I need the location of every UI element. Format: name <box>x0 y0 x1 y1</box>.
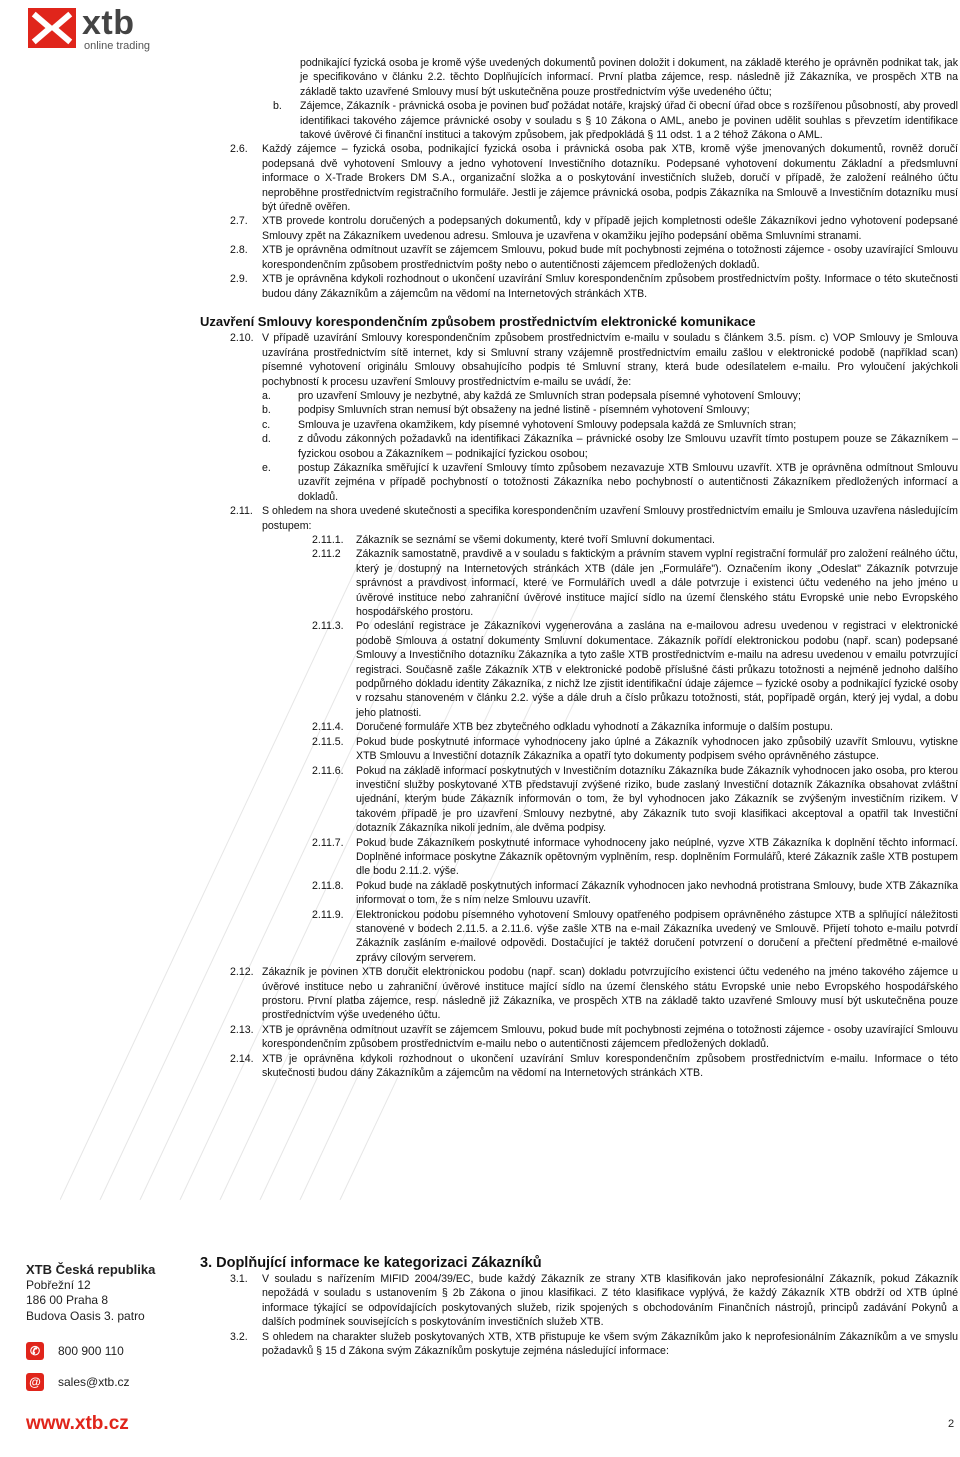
paragraph-number: 2.11.6. <box>312 764 344 777</box>
paragraph <box>200 547 958 619</box>
paragraph <box>300 56 958 99</box>
paragraph <box>200 619 958 720</box>
section-2-email-paragraphs <box>200 331 958 1080</box>
paragraph <box>200 504 958 533</box>
paragraph <box>200 331 958 389</box>
paragraph-number: 2.13. <box>230 1023 254 1036</box>
paragraph-number: 2.10. <box>230 332 254 345</box>
paragraph-text: V případě uzavírání Smlouvy korespondenčním způsobem prostřednictvím e-mailu v souladu s článkem 3.5. písm. c) VOP Smlouvy je Smlouva uzavírána prostřednictvím sítě internet, kdy si Smluvní strany vzájemně prostřednictvím emailu zašlou v elektronické podobě (například scan) písemné vyhotovení originálu Smlouvy obsahujícího podpis té Smluvní strany, která bude odesílatelem e-mailu. Pro vyloučení jakýchkoli pochybností k procesu uzavření Smlouvy prostřednictvím e-mailu se uvádí, že: <box>262 332 958 388</box>
paragraph-number: 2.11.5. <box>312 735 344 748</box>
paragraph-number: 3.2. <box>230 1330 248 1343</box>
paragraph-text: S ohledem na shora uvedené skutečnosti a specifika korespondenčním uzavření Smlouvy prostřednictvím emailu je Smlouva uzavřena následujícím postupem: <box>262 505 958 532</box>
section-3-paragraphs <box>200 1272 958 1358</box>
paragraph-text: Po odeslání registrace je Zákazníkovi vygenerována a zaslána na e-mailovou adresu uvedenou v registraci v elektronické podobě Smlouva a ostatní dokumenty Smluvní dokumentace. Zákazník pořídí elektronickou podobu (např. scan) podepsané Smlouvy a Investičního dotazníku Zákazníka a tyto zašle XTB prostřednictvím e-mailu na adresu uvedenou v emailu potvrzující registraci. Současně zašle Zákazník XTB v elektronické podobě příslušné části průkazu totožnosti a nejméně jednoho dalšího podpůrného dokladu identity Zákazníka, z nichž lze zjistit identifikační údaje zájemce – fyzické osoby a podnikající fyzické osoby v rozsahu stanoveném v článku 2.2. výše a dále druh a číslo průkazu totožnosti, stát, popřípadě orgán, který jej vydal, a dobu jeho platnosti. <box>356 620 958 719</box>
paragraph-text: XTB je oprávněna kdykoli rozhodnout o ukončení uzavírání Smluv korespondenčním způsobem prostřednictvím e-mailu. Informace o této skutečnosti budou dány Zákazníkům a zájemcům na vědomí na Internetových stránkách XTB. <box>262 1052 958 1080</box>
paragraph-text: podpisy Smluvních stran nemusí být obsaženy na jedné listině - písemném vyhotovení Smlouvy; <box>298 404 750 417</box>
paragraph-number: 2.11.7. <box>312 836 344 849</box>
paragraph-text: Pokud bude poskytnuté informace vyhodnoceny jako úplné a Zákazník vyhodnocen jako způsobilý uzavřít Smlouvu, vytiskne XTB Smlouvu a Investiční dotazník Zákazníka a opatří tyto dokumenty podpisem svého oprávněného zástupce. <box>356 735 958 763</box>
paragraph-number: 2.9. <box>230 273 248 286</box>
paragraph-text: Pokud bude Zákazníkem poskytnuté informace vyhodnoceny jako neúplné, vyzve XTB Zákazníka k doplnění těchto informací. Doplněné informace poskytne Zákazník opětovným vyplněním, resp. doplněním Formulářů, které Zákazník zašle XTB postupem dle bodu 2.11.2. výše. <box>356 836 958 878</box>
paragraph <box>200 243 958 272</box>
paragraph <box>200 461 958 504</box>
paragraph-text: Pokud bude na základě poskytnutých informací Zákazník vyhodnocen jako nevhodná protistrana Smlouvy, bude XTB Zákazníka informovat o tom, že s ním nelze Smlouvu uzavřít. <box>356 879 958 907</box>
paragraph-number: c. <box>262 418 271 431</box>
xtb-logo-mark-icon <box>28 8 76 48</box>
paragraph <box>200 403 958 417</box>
phone-number[interactable]: 800 900 110 <box>58 1344 124 1358</box>
paragraph-number: 2.11.2 <box>312 548 341 561</box>
paragraph-text: S ohledem na charakter služeb poskytovaných XTB, XTB přistupuje ke všem svým Zákazníkům jako k neprofesionálním Zákazníkům a ve smyslu požadavků § 15 d Zákona svým Zákazníkům poskytuje zejména následující informace: <box>262 1330 958 1358</box>
paragraph-text: Smlouva je uzavřena okamžikem, kdy písemné vyhotovení Smlouvy podepsala každá ze Smluvních stran; <box>298 418 797 431</box>
paragraph <box>200 214 958 243</box>
paragraph-text: XTB provede kontrolu doručených a podepsaných dokumentů, kdy v případě jejich kompletnosti odešle Zákazníkovi jedno vyhotovení podepsané Smlouvy zpět na Zákazníkem uvedenou adresu. Smlouva je uzavřena v okamžiku jejího podepsání oběma Smluvními stranami. <box>262 215 958 242</box>
paragraph-text: Zákazník samostatně, pravdivě a v souladu s faktickým a právním stavem vyplní registrační formulář pro založení reálného účtu, který je dostupný na Internetových stránkách XTB (dále jen „Formuláře"). Označením ikony „Odeslat" Zákazník potvrzuje správnost a pravdivost informací, které ve Formulářích uvedl a dále potvrzuje i existenci účtu vedeného na jeho jméno u úvěrové instituce nebo zahraniční úvěrové instituce mající sídlo na území členského státu Evropské unie nebo Evropského hospodářského prostoru. <box>356 548 958 619</box>
paragraph <box>200 764 958 836</box>
section-3-body <box>200 1272 958 1358</box>
page-number: 2 <box>948 1418 955 1430</box>
paragraph-text: XTB je oprávněna odmítnout uzavřít se zájemcem Smlouvu, pokud bude mít pochybnosti zejména o totožnosti zájemce - osoby uzavírající Smlouvu korespondenčním způsobem prostřednictvím pošty nebo o autentičnosti zájemcem předložených dokladů. <box>262 244 958 271</box>
phone-icon: ✆ <box>26 1342 44 1360</box>
paragraph-text: Zájemce, Zákazník - právnická osoba je povinen buď požádat notáře, krajský úřad či obecní úřad obce s rozšířenou působností, aby provedl identifikaci takového zájemce právnické osoby v souladu s § 10 Zákona o AML, anebo je povinen udělit souhlas s převzetím identifikace takové úvěrové či finanční instituci a takovým způsobem, jak předpokládá § 11 odst. 1 a 2 téhož Zákona o AML. <box>300 100 958 142</box>
paragraph-number: 2.11.1. <box>312 534 344 546</box>
address-city: 186 00 Praha 8 <box>26 1293 109 1307</box>
paragraph <box>200 879 958 908</box>
paragraph-text: Zákazník je povinen XTB doručit elektronickou podobu (např. scan) dokladu potvrzujícího existenci účtu vedeného na jméno takového zájemce u úvěrové instituce nebo u zahraniční úvěrové instituce mající sídlo na území členského státu Evropské unie nebo Evropského hospodářského prostoru. První platba zájemce, resp. následně již Zákazníka, ve prospěch XTB na základě takto uzavřené Smlouvy musí být uskutečněna pouze prostřednictvím výše uvedeného účtu. <box>262 966 958 1022</box>
paragraph <box>200 1052 958 1081</box>
paragraph-number: 2.11.3. <box>312 620 344 633</box>
paragraph-text: V souladu s nařízením MIFID 2004/39/EC, bude každý Zákazník ze strany XTB klasifikován jako neprofesionální Zákazník, pokud Zákazník nepožádá v souladu s ustanovením § 2b Zákona o jinou klasifikaci. Z této klasifikace vyplývá, že každý Zákazník XTB obdrží od XTB úplné informace týkající se odpovídajících poskytovaných služeb, rizik spojených s obchodováním Finančních nástrojů, principů zadávání Pokynů a dalších podmínek souvisejících s poskytováním investičních služeb XTB. <box>262 1273 958 1329</box>
paragraph-text: Elektronickou podobu písemného vyhotovení Smlouvy opatřeného podpisem oprávněného zástupce XTB a splňující náležitosti stanovené v bodech 2.11.5. a 2.11.6. výše zašle XTB na e-mail Zákazníka uvedený ve Smlouvě. Přijetí tohoto e-mailu potvrdí Zákazník zasláním e-mailové odpovědi. Dostačující je taktéž doručení potvrzení o doručení a přečtení předmětné e-mailové zprávy cílovým serverem. <box>356 908 958 964</box>
paragraph <box>200 965 958 1023</box>
website-link[interactable]: www.xtb.cz <box>26 1413 129 1434</box>
paragraph-text: Pokud na základě informací poskytnutých v Investičním dotazníku Zákazníka bude Zákazník vyhodnocen jako osoba, pro kterou investiční služby poskytované XTB představují zvýšené riziko, bude zaslaný Investiční dotazník Zákazníka obsahovat zvláštní ujednání, kterým bude Zákazník informován o tom, že byl vyhodnocen jako Zákazník se zvýšeným investičním rizikem. V takovém případě je pro uzavření Smlouvy nezbytné, aby Zákazník tuto svoji klasifikaci akceptoval a opatřil tak Investiční dotazník Zákazníka nikoli jedním, ale dvěma podpisy. <box>356 764 958 835</box>
paragraph-number: 3.1. <box>230 1273 248 1285</box>
paragraph <box>200 1023 958 1052</box>
paragraph-number: 2.11. <box>230 505 253 518</box>
at-sign-icon: @ <box>26 1373 44 1391</box>
email-contact <box>26 1373 186 1395</box>
heading-electronic-contract: Uzavření Smlouvy korespondenčním způsobem prostřednictvím elektronické komunikace <box>200 313 756 329</box>
phone-contact <box>26 1342 186 1364</box>
paragraph-number: b. <box>273 100 282 113</box>
section-2-paragraphs <box>200 56 958 301</box>
paragraph-number: 2.11.8. <box>312 879 344 892</box>
paragraph-text: Každý zájemce – fyzická osoba, podnikající fyzická osoba i právnická osoba pak XTB, kromě výše jmenovaných dokumentů, rovněž doručí podepsaná dvě vyhotovení Smlouvy a jedno vyhotovení Investičního dotazníku. Podepsané vyhotovení dokumentu Základní a předsmluvní informace o X-Trade Brokers DM S.A., organizační složka a o poskytování investičních služeb, doručí v případě, že založení reálného účtu neproběhne prostřednictvím registračního formuláře. Jestli je zájemce právnická osoba, podpis Zákazníka na Smlouvě a Investičním dotazníku musí být úředně ověřen. <box>262 143 958 214</box>
paragraph <box>200 432 958 461</box>
paragraph <box>200 142 958 214</box>
paragraph <box>200 389 958 403</box>
paragraph-number: 2.12. <box>230 966 254 979</box>
paragraph-number: 2.14. <box>230 1052 254 1065</box>
company-name: XTB Česká republika <box>26 1262 156 1277</box>
paragraph-text: postup Zákazníka směřující k uzavření Smlouvy tímto způsobem nezavazuje XTB Smlouvu uzavřít. XTB je oprávněna odmítnout Smlouvu uzavřít zejména v případě pochybností o totožnosti Zákazníka nebo pochybností o autentičnosti Zákazníkem předložených informací a dokladů. <box>298 461 958 503</box>
paragraph-text: Zákazník se seznámí se všemi dokumenty, které tvoří Smluvní dokumentaci. <box>356 534 715 546</box>
paragraph <box>200 1330 958 1359</box>
xtb-logo <box>28 4 178 54</box>
paragraph <box>200 1272 958 1330</box>
paragraph <box>200 272 958 301</box>
paragraph <box>200 533 958 547</box>
paragraph-text: XTB je oprávněna kdykoli rozhodnout o ukončení uzavírání Smluv korespondenčním způsobem prostřednictvím pošty. Informace o této skutečnosti budou dány Zákazníkům a zájemcům na vědomí na Internetových stránkách XTB. <box>262 273 958 300</box>
paragraph-number: 2.7. <box>230 215 248 228</box>
paragraph-text: Doručené formuláře XTB bez zbytečného odkladu vyhodnotí a Zákazníka informuje o dalším postupu. <box>356 721 833 734</box>
address-street: Pobřežní 12 <box>26 1277 91 1292</box>
paragraph-number: e. <box>262 461 271 474</box>
paragraph-number: 2.11.9. <box>312 908 344 921</box>
paragraph <box>200 720 958 734</box>
email-address[interactable]: sales@xtb.cz <box>58 1375 130 1389</box>
paragraph-text: pro uzavření Smlouvy je nezbytné, aby každá ze Smluvních stran podepsala písemné vyhotovení Smlouvy; <box>298 389 801 402</box>
paragraph <box>200 908 958 966</box>
paragraph-number: 2.8. <box>230 244 248 257</box>
logo-wordmark: xtb <box>82 4 135 42</box>
address-building: Budova Oasis 3. patro <box>26 1308 145 1323</box>
paragraph <box>200 735 958 764</box>
paragraph-number: b. <box>262 404 271 417</box>
company-address <box>26 1262 196 1324</box>
paragraph-number: a. <box>262 389 271 402</box>
document-body <box>200 56 958 1080</box>
paragraph-number: 2.11.4. <box>312 721 344 734</box>
section-3-title: 3. Doplňující informace ke kategorizaci Zákazníků <box>200 1255 542 1271</box>
paragraph-number: 2.6. <box>230 143 248 156</box>
paragraph <box>200 836 958 879</box>
paragraph-text: XTB je oprávněna odmítnout uzavřít se zájemcem Smlouvu, pokud bude mít pochybnosti zejména o totožnosti zájemce - osoby uzavírající Smlouvu korespondenčním způsobem prostřednictvím e-mailu nebo o autentičnosti zájemcem předložených dokladů. <box>262 1023 958 1051</box>
paragraph <box>200 418 958 432</box>
paragraph <box>273 99 958 142</box>
paragraph-number: d. <box>262 433 271 446</box>
paragraph-text: podnikající fyzická osoba je kromě výše uvedených dokumentů povinen doložit i dokument, na základě kterého je oprávněn podnikat tak, jak je specifikováno v článku 2.2. těchto Doplňujících informací. První platba zájemce, resp. následně již Zákazníka, ve prospěch XTB na základě takto uzavřené Smlouvy musí být uskutečněna pouze prostřednictvím výše uvedeného účtu; <box>300 57 958 98</box>
paragraph-text: z důvodu zákonných požadavků na identifikaci Zákazníka – právnické osoby lze Smlouvu uzavřít tímto postupem pouze se Zákazníkem – fyzickou osobou a Zákazníkem – podnikající fyzickou osobou; <box>298 433 958 460</box>
logo-tagline: online trading <box>84 40 151 52</box>
